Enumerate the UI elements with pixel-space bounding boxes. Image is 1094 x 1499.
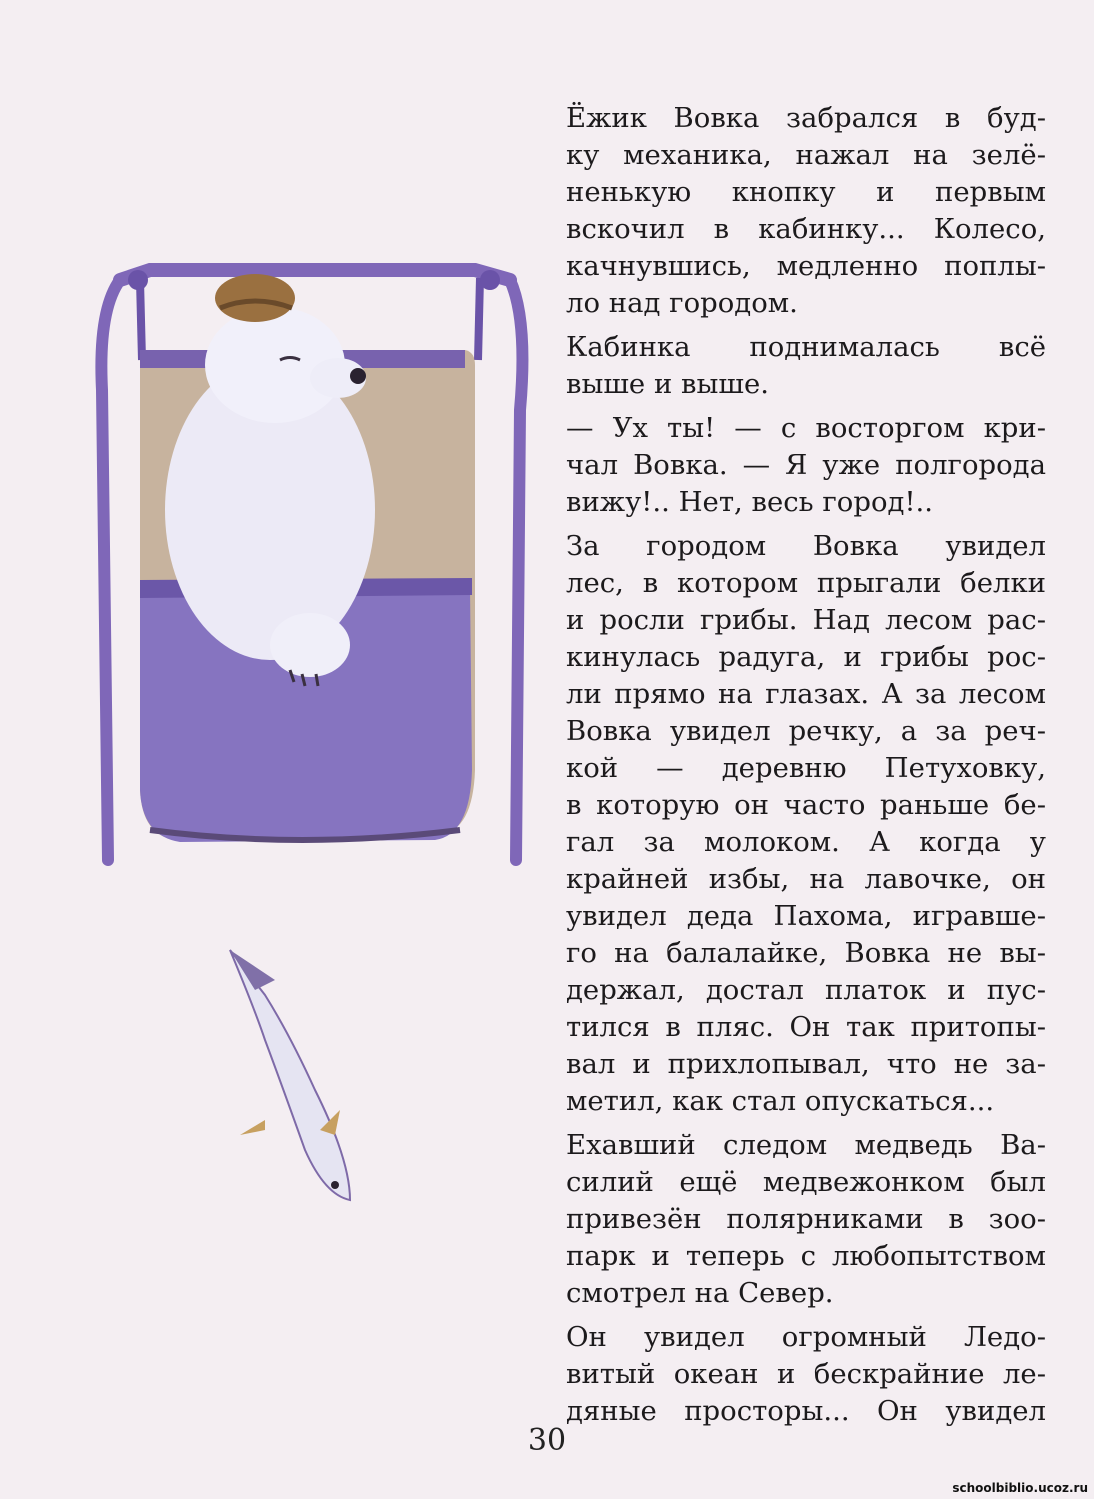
text-line: Вовка увидел речку, а за реч- (566, 715, 1046, 747)
bear-in-cabin-illustration (80, 250, 550, 1250)
paragraph (566, 329, 1046, 403)
text-line: Кабинка поднималась всё (566, 331, 1046, 363)
text-line: вскочил в кабинку... Колесо, (566, 213, 1046, 245)
paragraph (566, 1127, 1046, 1312)
text-line: в которую он часто раньше бе- (566, 789, 1046, 821)
text-line: витый океан и бескрайние ле- (566, 1358, 1046, 1390)
text-line: кинулась радуга, и грибы рос- (566, 641, 1046, 673)
text-line: тился в пляс. Он так притопы- (566, 1011, 1046, 1043)
paragraph (566, 100, 1046, 322)
text-line: дяные просторы... Он увидел (566, 1395, 1046, 1427)
text-line: крайней избы, на лавочке, он (566, 863, 1046, 895)
text-line: увидел деда Пахома, игравше- (566, 900, 1046, 932)
paragraph (566, 528, 1046, 1120)
page-number: 30 (527, 1423, 567, 1458)
story-text (566, 100, 1046, 1437)
text-line: ненькую кнопку и первым (566, 176, 1046, 208)
text-line: ку механика, нажал на зелё- (566, 139, 1046, 171)
fish (230, 950, 350, 1200)
text-line: гал за молоком. А когда у (566, 826, 1046, 858)
text-line: и росли грибы. Над лесом рас- (566, 604, 1046, 636)
text-line: смотрел на Север. (566, 1277, 834, 1309)
text-line: вал и прихлопывал, что не за- (566, 1048, 1046, 1080)
text-line: качнувшись, медленно поплы- (566, 250, 1046, 282)
paragraph (566, 410, 1046, 521)
text-line: вижу!.. Нет, весь город!.. (566, 486, 933, 518)
text-line: ло над городом. (566, 287, 798, 319)
text-line: Ёжик Вовка забрался в буд- (566, 102, 1046, 134)
text-line: — Ух ты! — с восторгом кри- (566, 412, 1046, 444)
text-line: метил, как стал опускаться... (566, 1085, 995, 1117)
text-line: За городом Вовка увидел (566, 530, 1046, 562)
watermark: schoolbiblio.ucoz.ru (952, 1481, 1088, 1495)
text-line: чал Вовка. — Я уже полгорода (566, 449, 1046, 481)
illustration (80, 250, 550, 1250)
text-line: парк и теперь с любопытством (566, 1240, 1046, 1272)
text-line: силий ещё медвежонком был (566, 1166, 1046, 1198)
text-line: держал, достал платок и пус- (566, 974, 1046, 1006)
text-line: привезён полярниками в зоо- (566, 1203, 1046, 1235)
paragraph (566, 1319, 1046, 1430)
text-line: лес, в котором прыгали белки (566, 567, 1046, 599)
text-line: Он увидел огромный Ледо- (566, 1321, 1046, 1353)
text-line: го на балалайке, Вовка не вы- (566, 937, 1046, 969)
text-line: ли прямо на глазах. А за лесом (566, 678, 1046, 710)
text-line: Ехавший следом медведь Ва- (566, 1129, 1046, 1161)
text-line: кой — деревню Петуховку, (566, 752, 1046, 784)
text-line: выше и выше. (566, 368, 769, 400)
